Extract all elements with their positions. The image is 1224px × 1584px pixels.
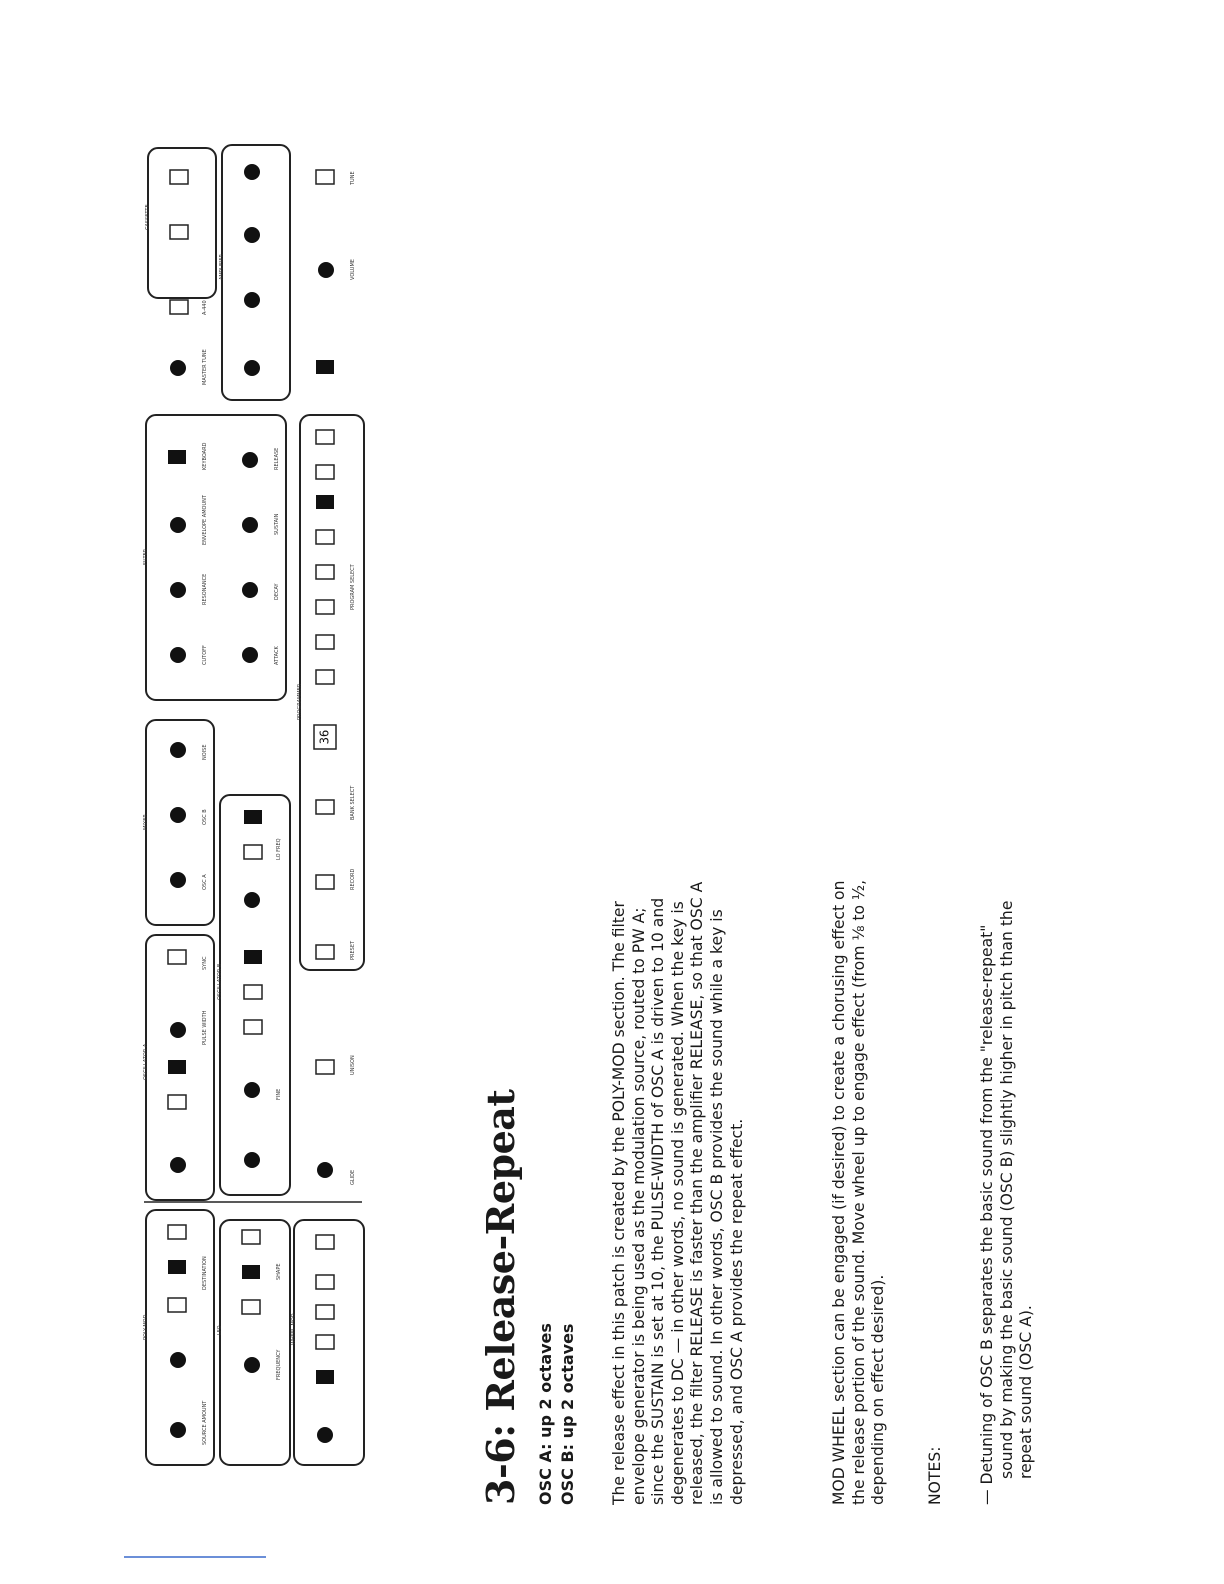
label-oscillator-b: OSCILLATOR B <box>217 963 223 1000</box>
wheel-dest-switch-2 <box>316 1305 334 1319</box>
filter-sustain-knob <box>242 517 258 533</box>
amp-attack-knob <box>244 360 260 376</box>
osc-b-lo-freq-switch <box>244 845 262 859</box>
label-bank-select: BANK SELECT <box>350 785 356 820</box>
source-amount-knob <box>170 1422 186 1438</box>
label-program-select: PROGRAM SELECT <box>350 564 356 610</box>
label-frequency: FREQUENCY <box>276 1349 282 1380</box>
label-resonance: RESONANCE <box>202 573 208 605</box>
label-unison: UNISON <box>350 1055 356 1075</box>
label-envelope-amount: ENVELOPE AMOUNT <box>202 495 208 545</box>
a440-switch <box>170 300 188 314</box>
label-noise: NOISE <box>202 744 208 760</box>
patch-description <box>478 845 1038 1505</box>
wheel-dest-switch-1 <box>316 1335 334 1349</box>
filter-release-knob <box>242 452 258 468</box>
label-pulse-width: PULSE WIDTH <box>202 1010 208 1045</box>
osc-b-keyboard-switch-on <box>244 810 262 824</box>
tune-switch <box>316 170 334 184</box>
label-decay: DECAY <box>274 583 280 600</box>
osc-b-frequency-knob <box>244 1152 260 1168</box>
label-amplifier: AMPLIFIER <box>219 254 225 280</box>
label-volume: VOLUME <box>350 259 356 280</box>
program-select-4 <box>316 565 334 579</box>
program-select-3 <box>316 600 334 614</box>
lfo-shape-switch-3 <box>242 1230 260 1244</box>
label-attack: ATTACK <box>274 646 280 665</box>
label-glide: GLIDE <box>350 1169 356 1185</box>
label-a440: A-440 <box>202 300 208 315</box>
osc-b-pulse-width-knob <box>244 892 260 908</box>
label-lo-freq: LO FREQ <box>276 838 282 860</box>
release-switch-on <box>316 360 334 374</box>
mixer-osc-b-knob <box>170 807 186 823</box>
osc-a-pulse-width-knob <box>170 1022 186 1038</box>
label-cutoff: CUTOFF <box>202 645 208 665</box>
lfo-shape-switch-1 <box>242 1300 260 1314</box>
label-osc-b: OSC B <box>202 809 208 825</box>
label-preset: PRESET <box>350 940 356 960</box>
osc-a-pulse-switch-on <box>168 1060 186 1074</box>
destination-pw-a-switch-on <box>168 1260 186 1274</box>
label-fine: FINE <box>276 1088 282 1100</box>
program-display <box>314 725 336 749</box>
osc-a-sync-switch <box>168 950 186 964</box>
program-select-6-on <box>316 495 334 509</box>
label-osc-a: OSC A <box>202 874 208 890</box>
cassette-load-switch <box>170 170 188 184</box>
amp-release-knob <box>244 164 260 180</box>
label-lfo: LFO <box>217 1325 223 1335</box>
label-poly-mod: POLY-MOD <box>143 1314 149 1340</box>
label-tune: TUNE <box>350 171 356 185</box>
program-select-8 <box>316 430 334 444</box>
program-select-7 <box>316 465 334 479</box>
note-item: — Detuning of OSC B separates the basic sound from the "release-repeat" sound by making the basic sound (OSC B) slightly higher in pitch than the repeat sound (OSC A). <box>978 900 1036 1505</box>
paragraph-mod-wheel: MOD WHEEL section can be engaged (if desired) to create a chorusing effect on the release portion of the sound. Move wheel up to engage effect (from ⅛ to ½, depending on effect desired). <box>830 879 888 1505</box>
unison-switch <box>316 1060 334 1074</box>
label-sync: SYNC <box>202 956 208 970</box>
program-select-1 <box>316 670 334 684</box>
label-shape: SHAPE <box>276 1263 282 1280</box>
footer-rule <box>124 1556 266 1558</box>
label-filter: FILTER <box>143 548 149 565</box>
filter-envelope-amount-knob <box>170 517 186 533</box>
program-number: 36 <box>317 729 332 745</box>
label-sustain: SUSTAIN <box>274 513 280 535</box>
label-source-amount: SOURCE AMOUNT <box>202 1400 208 1445</box>
label-destination: DESTINATION <box>202 1256 208 1290</box>
lfo-shape-switch-2-on <box>242 1265 260 1279</box>
record-switch <box>316 875 334 889</box>
wheel-dest-switch-3 <box>316 1275 334 1289</box>
filter-keyboard-switch-on <box>168 450 186 464</box>
lfo-section <box>220 1220 290 1465</box>
label-oscillator-a: OSCILLATOR A <box>143 1043 149 1080</box>
filter-section <box>146 415 286 700</box>
filter-decay-knob <box>242 582 258 598</box>
mixer-osc-a-knob <box>170 872 186 888</box>
osc-a-saw-switch <box>168 1095 186 1109</box>
destination-freq-a-switch <box>168 1298 186 1312</box>
osc-b-saw-switch <box>244 1020 262 1034</box>
osc-b-tri-switch <box>244 985 262 999</box>
label-programmer: PROGRAMMER <box>297 683 303 720</box>
label-cassette: CASSETTE <box>145 204 151 230</box>
wheel-dest-switch-4 <box>316 1235 334 1249</box>
synth-panel-diagram <box>140 140 380 1480</box>
amp-decay-knob <box>244 292 260 308</box>
wheel-source-switch-on <box>316 1370 334 1384</box>
paragraph-release-effect: The release effect in this patch is created by the POLY-MOD section. The filter envelope generator is being used as the modulation source, routed to PW A; since the SUSTAIN is set at 10, the PULSE-WIDTH of OSC A is driven to 10 and degenerates to DC — in other words, no sound is generated. When the key is released, the filter RELEASE is faster than the amplifier RELEASE, so that OSC A is allowed to sound. In other words, OSC B provides the sound while a key is depressed, and OSC A provides the repeat effect. <box>610 881 746 1505</box>
filter-attack-knob <box>242 647 258 663</box>
label-release: RELEASE <box>274 447 280 470</box>
lfo-frequency-knob <box>244 1357 260 1373</box>
poly-mod-osc-b-knob <box>170 1352 186 1368</box>
label-record: RECORD <box>350 868 356 890</box>
osc-b-pulse-switch-on <box>244 950 262 964</box>
wheel-mod-source-knob <box>317 1427 333 1443</box>
label-master-tune: MASTER TUNE <box>202 349 208 385</box>
program-select-5 <box>316 530 334 544</box>
bank-select-switch <box>316 800 334 814</box>
destination-filter-switch <box>168 1225 186 1239</box>
filter-resonance-knob <box>170 582 186 598</box>
osc-b-setting: OSC B: up 2 octaves <box>558 1323 577 1505</box>
osc-b-fine-knob <box>244 1082 260 1098</box>
volume-knob <box>318 262 334 278</box>
glide-knob <box>317 1162 333 1178</box>
label-keyboard: KEYBOARD <box>202 442 208 470</box>
amp-sustain-knob <box>244 227 260 243</box>
label-wheel-mod: WHEEL-MOD <box>291 1313 297 1345</box>
master-tune-knob <box>170 360 186 376</box>
osc-a-setting: OSC A: up 2 octaves <box>536 1323 555 1505</box>
notes-label: NOTES: <box>926 1446 944 1505</box>
page-title: 3-6: Release-Repeat <box>478 1089 523 1505</box>
cassette-save-switch <box>170 225 188 239</box>
program-select-2 <box>316 635 334 649</box>
label-mixer: MIXER <box>143 814 149 830</box>
osc-a-frequency-knob <box>170 1157 186 1173</box>
preset-switch <box>316 945 334 959</box>
filter-cutoff-knob <box>170 647 186 663</box>
mixer-noise-knob <box>170 742 186 758</box>
